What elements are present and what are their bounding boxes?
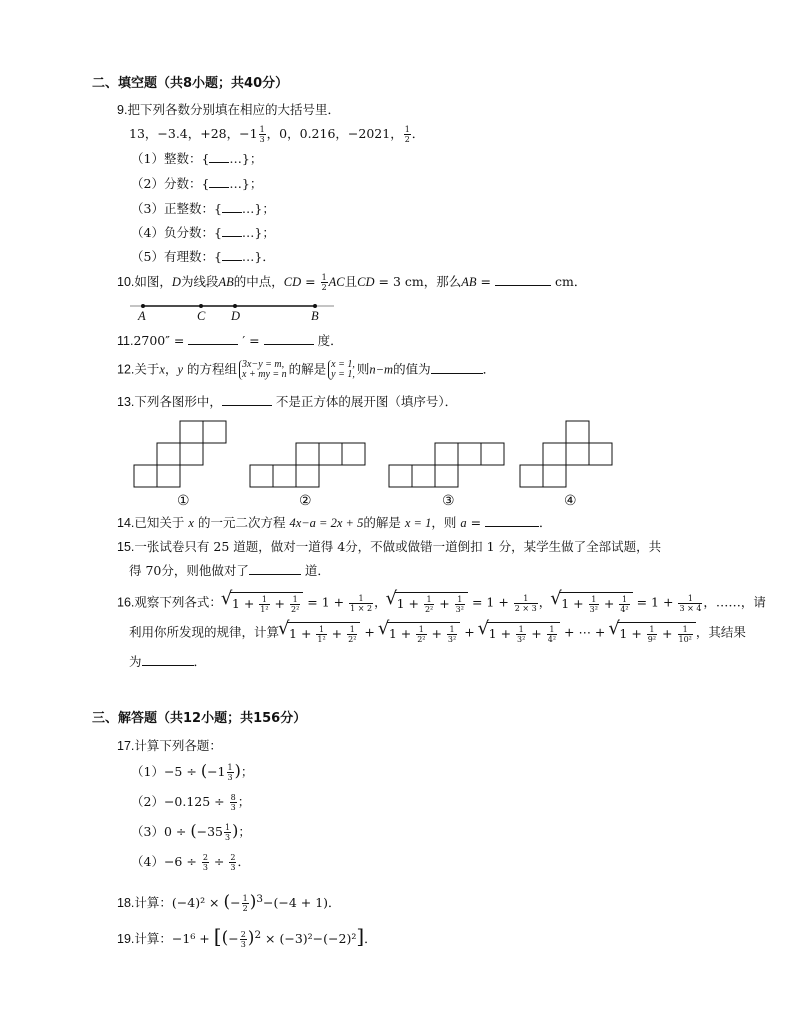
q16-line-1: 16.观察下列各式：√ 1 + $\frac{1}{\text{1²}}$ + $\frac{1}{\text{2²}}$ = 1 + $\frac{1}{1 \times 2}$ ，√ 1 + $\frac{1}{\text{2²}}$ + $\frac{1}{\text{3²}}$ = 1 + $\frac{1}{2 \times 3}$ ，√ 1 + $\frac{1}{\text{3²}}$ + $\frac{1}{\text{4²}}$ = 1 + $\frac{1}{3 \times 4}$ ，……，请 xyxy=(117,592,766,614)
q17-part-2: （2）−0.125 ÷ $\frac{8}{3}$ ； xyxy=(131,793,251,812)
q16-line-2: 利用你所发现的规律，计算√ 1 + $\frac{1}{\text{1²}}$ + $\frac{1}{\text{2²}}$ + √ 1 + $\frac{1}{\text{2²}}$ + $\frac{1}{\text{3²}}$ + √ 1 + $\frac{1}{\text{3²}}$ + $\frac{1}{\text{4²}}$ + ⋯ + √ 1 + $\frac{1}{\text{9²}}$ + $\frac{1}{\text{10²}}$ ，其结果 xyxy=(129,622,746,644)
section-2-title: 二、填空题（共8小题；共40分） xyxy=(92,76,289,91)
answer-blank[interactable] xyxy=(209,175,229,188)
q17-part-3: （3）0 ÷ (−35 $\frac{1}{3}$ )； xyxy=(131,821,251,842)
q9-item-5: （5）有理数：{ …}． xyxy=(131,249,275,264)
net-label-2: ② xyxy=(299,493,312,509)
q16-line-3: 为 ． xyxy=(129,654,207,669)
point-b-label: B xyxy=(311,309,319,323)
point-a-label: A xyxy=(138,309,146,323)
q15-line-2: 得 70分，则他做对了 道． xyxy=(129,563,330,578)
q10-stem: 10.如图，D为线段AB的中点，CD = $\frac{1}{2}$ AC且CD = 3 cm，那么AB = cm． xyxy=(117,273,587,292)
q9-stem xyxy=(117,101,340,119)
answer-blank[interactable] xyxy=(142,653,194,666)
q17-part-4: （4）−6 ÷ $\frac{2}{3}$ ÷ $\frac{2}{3}$ ． xyxy=(131,853,250,872)
q9-item-2: （2）分数：{ …}； xyxy=(131,176,263,191)
point-c-label: C xyxy=(197,309,206,323)
q19: 19.计算：−1⁶ + [(− $\frac{2}{3}$ )$^2$ × (−3)²−(−2)²]． xyxy=(117,924,377,950)
solution-system: x = 1, y = 1, xyxy=(328,360,355,380)
answer-blank[interactable] xyxy=(264,332,314,345)
point-d-label: D xyxy=(231,309,241,323)
cube-nets-figure xyxy=(130,418,620,490)
answer-blank[interactable] xyxy=(222,224,242,237)
answer-blank[interactable] xyxy=(222,393,272,406)
q12: 12.关于x，y 的方程组 3x−y = m, x + my = n 的解是 x = 1, y = 1, 则n−m的值为 ． xyxy=(117,359,496,380)
net-label-1: ① xyxy=(177,493,190,509)
answer-blank[interactable] xyxy=(431,361,483,374)
q9-item-4: （4）负分数：{ …}； xyxy=(131,225,275,240)
equation-system: 3x−y = m, x + my = n xyxy=(239,360,287,380)
q9-numbers: 13，−3.4，+28，−1 xyxy=(129,126,258,141)
q15-line-1: 15.一张试卷只有 25 道题，做对一道得 4分，不做或做错一道倒扣 1 分，某学生做了全部试题，共 xyxy=(117,539,662,554)
answer-blank[interactable] xyxy=(222,200,242,213)
answer-blank[interactable] xyxy=(209,150,229,163)
q17-part-1: （1）−5 ÷ (−1 $\frac{1}{3}$ )； xyxy=(131,761,254,782)
q9-numbers-tail: ，0，0.216，−2021， xyxy=(266,126,403,141)
q13: 13.下列各图形中， 不是正方体的展开图（填序号）． xyxy=(117,394,458,409)
q14: 14.已知关于 x 的一元二次方程 4x−a = 2x + 5的解是 x = 1，则 a = ． xyxy=(117,515,552,530)
answer-blank[interactable] xyxy=(188,332,238,345)
answer-blank[interactable] xyxy=(495,273,551,286)
answer-blank[interactable] xyxy=(485,514,539,527)
answer-blank[interactable] xyxy=(222,248,242,261)
net-label-3: ③ xyxy=(442,493,455,509)
q9-item-1: （1）整数：{ …}； xyxy=(131,151,263,166)
q9-item-3: （3）正整数：{ …}； xyxy=(131,201,275,216)
answer-blank[interactable] xyxy=(249,562,301,575)
fraction-1-2: $\frac{1}{2}$ xyxy=(321,273,327,292)
q10-number: 10. xyxy=(117,275,135,289)
q9-stem-text: 把下列各数分别填在相应的大括号里． xyxy=(127,102,340,117)
q17-stem: 17.计算下列各题： xyxy=(117,738,222,753)
q9-number: 9. xyxy=(117,103,128,117)
fraction-1-2: $\frac{1}{2}$ xyxy=(404,125,410,144)
fraction-1-3: $\frac{1}{3}$ xyxy=(259,125,265,144)
q11: 11.2700″ = ′ = 度． xyxy=(117,333,343,348)
net-label-4: ④ xyxy=(564,493,577,509)
section-3-title: 三、解答题（共12小题；共156分） xyxy=(92,711,307,726)
q9-number-list: 13，−3.4，+28，−1 $\frac{1}{3}$ ，0，0.216，−2021， $\frac{1}{2}$ ． xyxy=(129,125,425,144)
q18: 18.计算：(−4)² × (− $\frac{1}{2}$ )$^3$−(−4 + 1)． xyxy=(117,892,341,914)
